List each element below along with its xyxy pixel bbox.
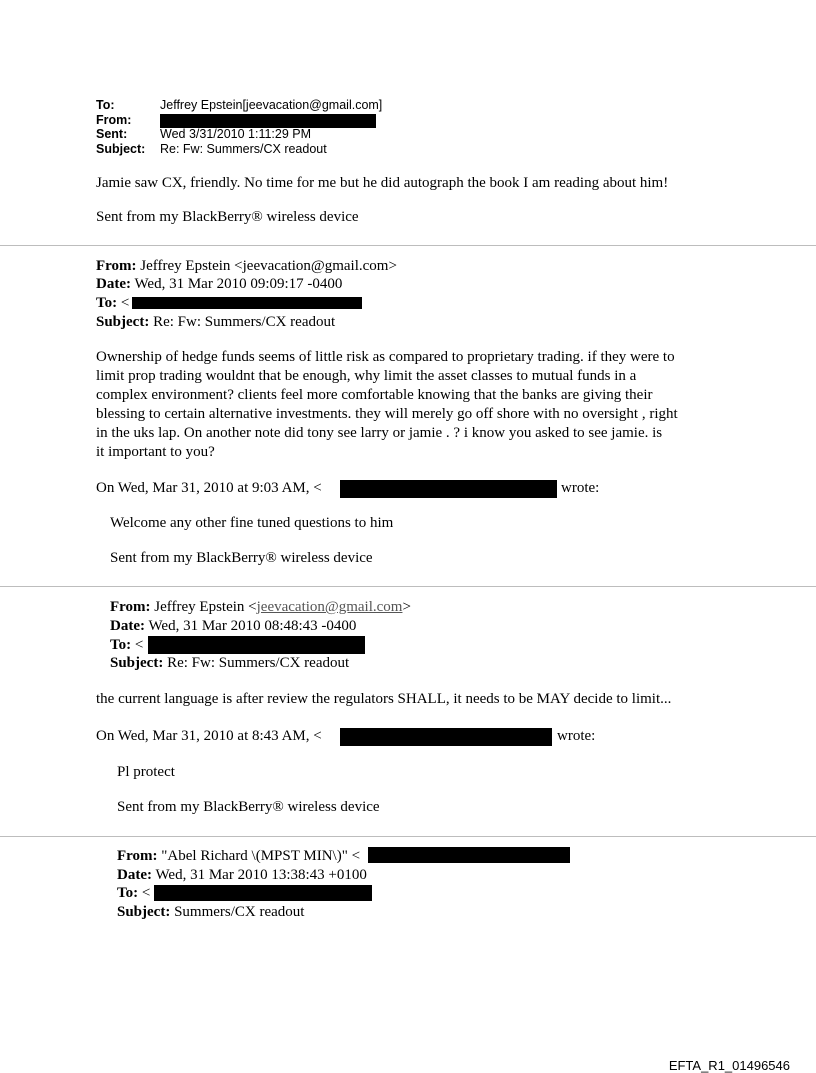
- msg2-date-label: Date:: [96, 276, 131, 292]
- msg1-body: Jamie saw CX, friendly. No time for me but he did autograph the book I am reading about him!: [96, 175, 669, 191]
- msg2-body-line: it important to you?: [96, 444, 215, 460]
- msg2-quoted-body: Welcome any other fine tuned questions to him: [110, 515, 394, 531]
- msg2-date-value: Wed, 31 Mar 2010 09:09:17 -0400: [134, 276, 343, 292]
- msg2-to-row: [96, 294, 129, 312]
- msg2-quoted-signature: Sent from my BlackBerry® wireless device: [110, 550, 373, 566]
- msg3-subject-label: Subject:: [110, 655, 164, 671]
- msg2-from-row: [96, 257, 397, 275]
- msg2-body-line: limit prop trading wouldnt that be enough, why limit the asset classes to mutual funds in a: [96, 368, 637, 384]
- header-subject-label: Subject:: [96, 142, 146, 156]
- redaction-bar: [154, 885, 372, 901]
- msg4-from-row: [117, 847, 360, 865]
- msg3-subject-row: [110, 654, 349, 672]
- divider: [0, 586, 816, 587]
- msg4-subject-row: [117, 903, 304, 921]
- msg2-to-value: <: [120, 295, 130, 311]
- redaction-bar: [368, 847, 570, 863]
- header-sent-value: Wed 3/31/2010 1:11:29 PM: [160, 127, 312, 141]
- msg2-wrote-suffix: wrote:: [561, 480, 600, 496]
- header-to-label: To:: [96, 98, 115, 112]
- header-to-row: [96, 98, 382, 112]
- msg3-from-label: From:: [110, 599, 151, 615]
- header-sent-label: Sent:: [96, 127, 128, 141]
- msg4-from-value: "Abel Richard \(MPST MIN\)" <: [161, 848, 361, 864]
- header-to-value: Jeffrey Epstein[jeevacation@gmail.com]: [160, 98, 383, 112]
- redaction-bar: [148, 636, 365, 654]
- header-sent-row: [96, 127, 311, 141]
- header-from-row: [96, 113, 160, 127]
- msg4-from-label: From:: [117, 848, 158, 864]
- msg3-body: the current language is after review the regulators SHALL, it needs to be MAY decide to limit...: [96, 691, 672, 707]
- msg2-date-row: [96, 275, 342, 293]
- redaction-bar: [160, 114, 376, 128]
- msg4-to-label: To:: [117, 885, 139, 901]
- msg1-signature: Sent from my BlackBerry® wireless device: [96, 209, 359, 225]
- divider: [0, 245, 816, 246]
- msg2-from-value: Jeffrey Epstein <jeevacation@gmail.com>: [140, 258, 397, 274]
- msg4-to-value: <: [141, 885, 151, 901]
- divider: [0, 836, 816, 837]
- redaction-bar: [340, 480, 557, 498]
- document-id: EFTA_R1_01496546: [668, 1058, 790, 1073]
- msg4-subject-value: Summers/CX readout: [174, 904, 305, 920]
- msg4-date-value: Wed, 31 Mar 2010 13:38:43 +0100: [155, 867, 367, 883]
- header-from-label: From:: [96, 113, 132, 127]
- msg2-to-label: To:: [96, 295, 118, 311]
- msg3-from-close: >: [402, 599, 411, 615]
- msg2-body-line: complex environment? clients feel more comfortable knowing that the banks are giving their: [96, 387, 653, 403]
- header-subject-value: Re: Fw: Summers/CX readout: [160, 142, 327, 156]
- msg3-from-row: [110, 598, 411, 616]
- msg2-subject-row: [96, 313, 335, 331]
- msg2-from-label: From:: [96, 258, 137, 274]
- msg2-wrote-prefix: On Wed, Mar 31, 2010 at 9:03 AM, <: [96, 480, 322, 496]
- msg3-from-name: Jeffrey Epstein <: [154, 599, 257, 615]
- msg2-body-line: Ownership of hedge funds seems of little risk as compared to proprietary trading. if they were to: [96, 349, 675, 365]
- msg3-date-value: Wed, 31 Mar 2010 08:48:43 -0400: [148, 618, 357, 634]
- redaction-bar: [340, 728, 552, 746]
- msg3-from-email-link[interactable]: jeevacation@gmail.com: [256, 599, 403, 615]
- msg3-to-label: To:: [110, 637, 132, 653]
- msg2-body-line: in the uks lap. On another note did tony see larry or jamie . ? i know you asked to see jamie. is: [96, 425, 663, 441]
- msg3-quoted-signature: Sent from my BlackBerry® wireless device: [117, 799, 380, 815]
- msg3-to-row: [110, 636, 143, 654]
- msg2-subject-value: Re: Fw: Summers/CX readout: [153, 314, 336, 330]
- msg3-wrote-suffix: wrote:: [557, 728, 596, 744]
- msg4-subject-label: Subject:: [117, 904, 171, 920]
- msg3-quoted-body: Pl protect: [117, 764, 175, 780]
- msg2-body-line: blessing to certain alternative investments. they will merely go off shore with no oversight , right: [96, 406, 678, 422]
- msg3-wrote-prefix: On Wed, Mar 31, 2010 at 8:43 AM, <: [96, 728, 322, 744]
- msg4-to-row: [117, 884, 150, 902]
- msg3-date-row: [110, 617, 356, 635]
- msg4-date-row: [117, 866, 367, 884]
- msg4-date-label: Date:: [117, 867, 152, 883]
- msg3-subject-value: Re: Fw: Summers/CX readout: [167, 655, 350, 671]
- msg2-subject-label: Subject:: [96, 314, 150, 330]
- msg3-date-label: Date:: [110, 618, 145, 634]
- redaction-bar: [132, 297, 362, 309]
- msg3-to-value: <: [134, 637, 144, 653]
- header-subject-row: [96, 142, 327, 156]
